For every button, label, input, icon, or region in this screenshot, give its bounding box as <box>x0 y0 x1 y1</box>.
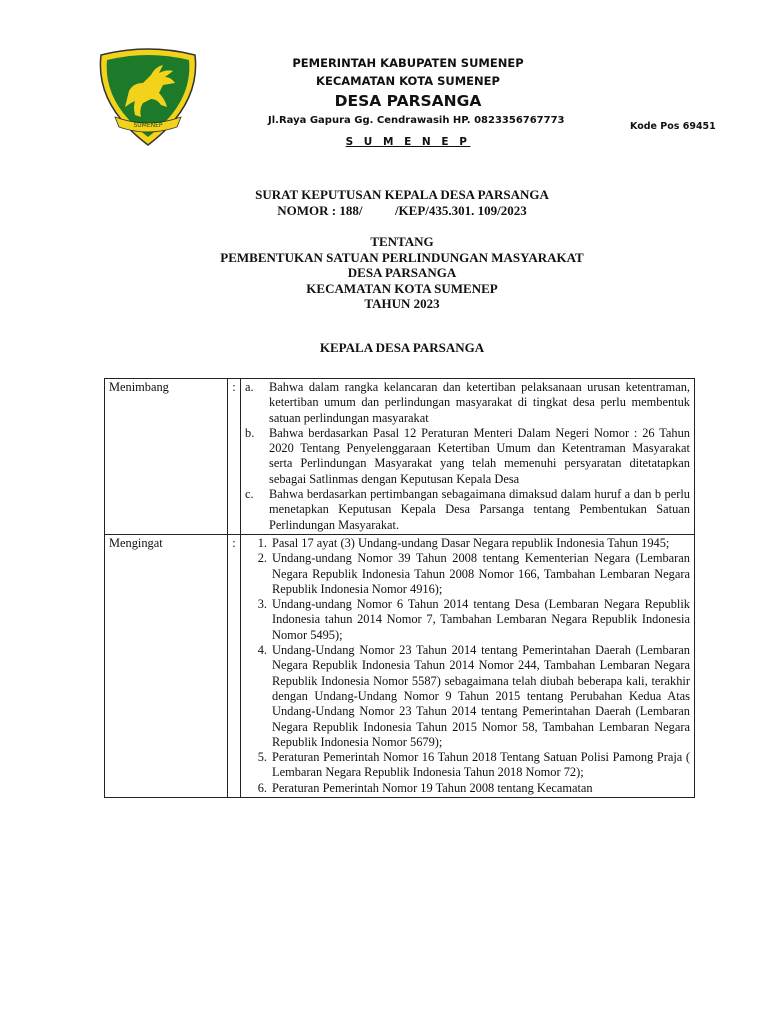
letterhead-postal-code: Kode Pos 69451 <box>630 121 716 132</box>
item-text: Bahwa berdasarkan Pasal 12 Peraturan Menteri Dalam Negeri Nomor : 26 Tahun 2020 Tentang Penyelenggaraan Ketertiban Umum dan Ketentraman Masyarakat serta Perlindungan Masyarakat yang telah memenuhi persyaratan ditetatapkan sebagai Satlinmas dengan Keputusan Kepala Desa <box>269 425 690 486</box>
item-text: Undang-Undang Nomor 23 Tahun 2014 tentang Pemerintahan Daerah (Lembaran Negara Republik Indonesia Tahun 2014 Nomor 244, Tambahan Lembaran Negara Republik Indonesia Nomor 5587) sebagaimana telah diubah beberapa kali, terakhir dengan Undang-Undang Nomor 9 Tahun 2015 tentang Perubahan Kedua Atas Undang-Undang Nomor 23 Tahun 2014 tentang Pemerintahan Daerah (Lembaran Negara Republik Indonesia Tahun 2015 Nomor 58, Tambahan Lembaran Negara Republik Indonesia Nomor 5679); <box>272 643 690 749</box>
item-number: 5. <box>257 750 267 765</box>
subject-about: TENTANG <box>370 234 434 249</box>
decree-title: SURAT KEPUTUSAN KEPALA DESA PARSANGA <box>255 187 549 202</box>
item-text: Bahwa berdasarkan pertimbangan sebagaimana dimaksud dalam huruf a dan b perlu menetapkan Keputusan Kepala Desa Parsanga tentang Pembentukan Satuan Perlindungan Masyarakat. <box>269 487 690 532</box>
subject-line-4: TAHUN 2023 <box>364 296 440 311</box>
item-text: Bahwa dalam rangka kelancaran dan ketertiban pelaksanaan urusan ketentraman, ketertiban umum dan perlindungan masyarakat di tingkat desa perlu membentuk satuan perlindungan masyarakat <box>269 380 690 425</box>
list-item <box>245 643 690 750</box>
menimbang-colon: : <box>228 379 241 535</box>
item-text: Peraturan Pemerintah Nomor 16 Tahun 2018 Tentang Satuan Polisi Pamong Praja ( Lembaran Negara Republik Indonesia Tahun 2018 Nomor 72); <box>272 750 690 780</box>
decree-considerations-table <box>104 378 695 798</box>
subject-line-3: KECAMATAN KOTA SUMENEP <box>306 280 498 296</box>
list-item <box>245 781 690 796</box>
list-item <box>245 380 690 426</box>
decree-subject <box>120 234 684 312</box>
list-item <box>245 750 690 781</box>
item-marker: b. <box>245 425 255 440</box>
item-number: 1. <box>257 535 267 550</box>
item-marker: c. <box>245 487 254 502</box>
item-text: Pasal 17 ayat (3) Undang-undang Dasar Negara republik Indonesia Tahun 1945; <box>272 535 670 550</box>
subject-line-1: PEMBENTUKAN SATUAN PERLINDUNGAN MASYARAKAT <box>220 249 584 265</box>
item-number: 2. <box>257 551 267 566</box>
item-marker: a. <box>245 380 254 394</box>
letterhead <box>0 0 768 160</box>
item-number: 4. <box>257 643 267 658</box>
mengingat-content <box>241 534 695 797</box>
decree-heading <box>120 187 684 218</box>
menimbang-row <box>105 379 695 535</box>
letterhead-village: DESA PARSANGA <box>334 92 482 110</box>
item-text: Undang-undang Nomor 39 Tahun 2008 tentang Kementerian Negara (Lembaran Negara Republik Indonesia Tahun 2008 Nomor 166, Tambahan Lembaran Negara Republik Indonesia Nomor 4916); <box>272 551 690 596</box>
letterhead-district: KECAMATAN KOTA SUMENEP <box>316 74 500 88</box>
list-item <box>245 597 690 643</box>
list-item <box>245 426 690 487</box>
logo-ribbon-text: SUMENEP <box>133 122 163 129</box>
sumenep-regency-logo <box>93 45 203 149</box>
mengingat-colon: : <box>228 534 241 797</box>
decree-number: NOMOR : 188/ /KEP/435.301. 109/2023 <box>277 202 527 218</box>
mengingat-label: Mengingat <box>105 534 228 797</box>
item-number: 3. <box>257 597 267 612</box>
item-text: Peraturan Pemerintah Nomor 19 Tahun 2008 tentang Kecamatan <box>272 780 593 795</box>
letterhead-government: PEMERINTAH KABUPATEN SUMENEP <box>292 56 524 70</box>
letterhead-address: Jl.Raya Gapura Gg. Cendrawasih HP. 0823356767773 <box>268 115 565 126</box>
menimbang-content <box>241 379 695 535</box>
item-text: Undang-undang Nomor 6 Tahun 2014 tentang Desa (Lembaran Negara Republik Indonesia tahun 2014 Nomor 7, Tambahan Lembaran Negara Republik Indonesia Nomor 5495); <box>272 597 690 642</box>
list-item <box>245 551 690 597</box>
list-item <box>245 536 690 551</box>
issuer-heading: KEPALA DESA PARSANGA <box>319 340 485 355</box>
list-item <box>245 487 690 533</box>
letterhead-city: S U M E N E P <box>345 136 471 148</box>
mengingat-row <box>105 534 695 797</box>
item-number: 6. <box>257 780 267 795</box>
subject-line-2: DESA PARSANGA <box>347 265 457 280</box>
menimbang-label: Menimbang <box>105 379 228 535</box>
